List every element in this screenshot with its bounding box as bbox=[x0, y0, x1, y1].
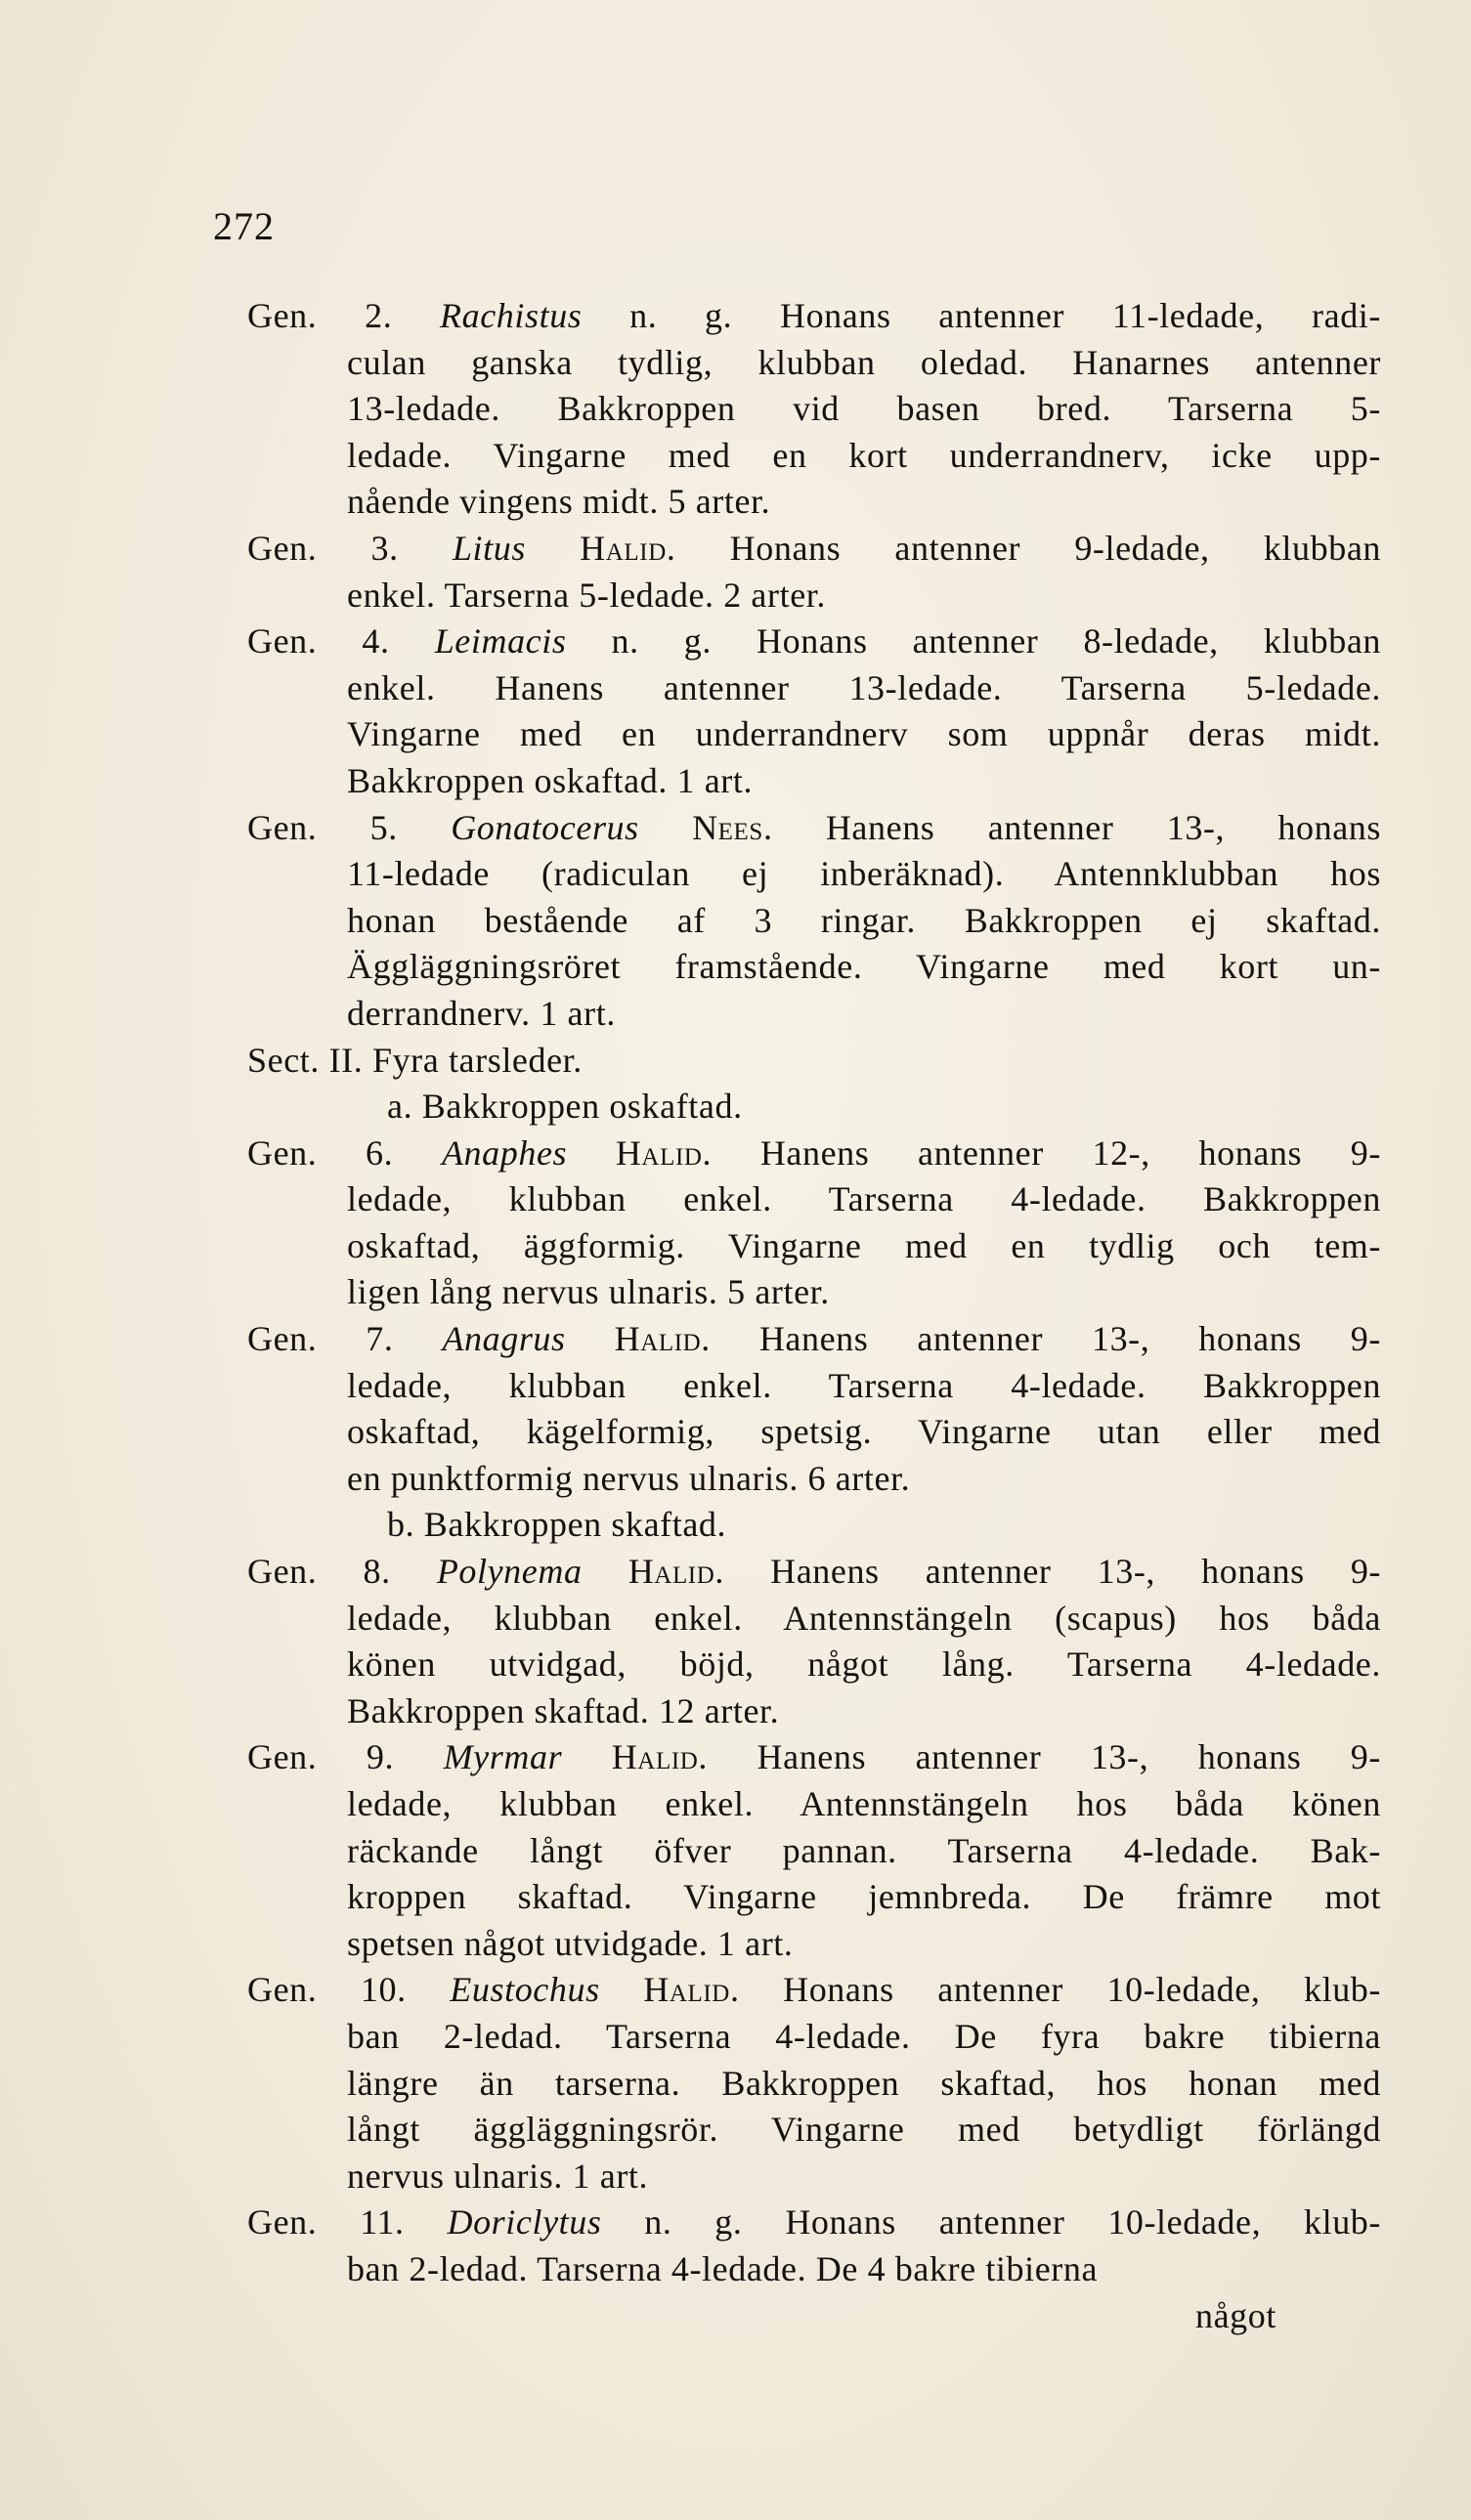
text-run: Sect. II. Fyra tarsleder. bbox=[247, 1040, 583, 1080]
text-run: n. g. Honans antenner 10-ledade, klub- bbox=[601, 2202, 1381, 2242]
text-run: Äggläggningsröret framstående. Vingarne med kort un- bbox=[347, 947, 1381, 987]
taxon-name: Gonatocerus bbox=[451, 807, 639, 847]
text-run: ledade, klubban enkel. Tarserna 4-ledade. Bakkroppen bbox=[347, 1365, 1381, 1405]
text-run: ligen lång nervus ulnaris. 5 arter. bbox=[347, 1272, 830, 1312]
taxon-name: Doriclytus bbox=[447, 2202, 602, 2242]
text-line bbox=[247, 479, 1381, 526]
text-run: Gen. 6. bbox=[247, 1132, 442, 1173]
text-line bbox=[247, 2200, 1381, 2246]
text-run: ledade, klubban enkel. Tarserna 4-ledade. Bakkroppen bbox=[347, 1179, 1381, 1219]
author-name: Halid bbox=[580, 528, 667, 568]
text-line bbox=[247, 1549, 1381, 1596]
text-line bbox=[247, 991, 1381, 1038]
text-line bbox=[247, 1642, 1381, 1688]
text-run: ledade. Vingarne med en kort underrandnerv, icke upp- bbox=[347, 435, 1381, 475]
text-run: Gen. 2. bbox=[247, 296, 441, 335]
text-line bbox=[247, 2154, 1381, 2200]
text-run bbox=[600, 1970, 644, 2009]
text-run: Bakkroppen oskaftad. 1 art. bbox=[347, 760, 754, 800]
text-run: ledade, klubban enkel. Antennstängeln (scapus) hos båda bbox=[347, 1598, 1381, 1638]
text-run: räckande långt öfver pannan. Tarserna 4-ledade. Bak- bbox=[347, 1830, 1381, 1870]
text-line bbox=[247, 944, 1381, 991]
text-line bbox=[247, 1734, 1381, 1781]
author-name: Halid bbox=[611, 1737, 699, 1777]
text-run: . Hanens antenner 13-, honans 9- bbox=[698, 1737, 1381, 1777]
text-run bbox=[566, 1319, 615, 1358]
text-line bbox=[247, 1038, 1381, 1085]
text-run: Gen. 11. bbox=[247, 2202, 448, 2242]
text-line bbox=[247, 1874, 1381, 1921]
text-run: Gen. 4. bbox=[247, 621, 435, 662]
text-run: Bakkroppen skaftad. 12 arter. bbox=[347, 1690, 780, 1730]
text-run: kroppen skaftad. Vingarne jemnbreda. De främre mot bbox=[347, 1877, 1381, 1917]
text-line bbox=[247, 340, 1381, 387]
text-run: 13-ledade. Bakkroppen vid basen bred. Tarserna 5- bbox=[347, 389, 1381, 429]
text-run: n. g. Honans antenner 11-ledade, radi- bbox=[582, 296, 1381, 335]
body-text bbox=[247, 293, 1381, 2339]
text-line bbox=[247, 1828, 1381, 1875]
taxon-name: Eustochus bbox=[450, 1970, 600, 2010]
text-run: Gen. 5. bbox=[247, 807, 452, 847]
taxon-name: Leimacis bbox=[434, 621, 567, 662]
text-line bbox=[247, 898, 1381, 945]
text-line bbox=[247, 1781, 1381, 1828]
text-run: nående vingens midt. 5 arter. bbox=[347, 482, 771, 522]
text-line bbox=[247, 293, 1381, 340]
text-run bbox=[562, 1737, 612, 1776]
text-line bbox=[247, 1502, 1381, 1549]
text-run: honan bestående af 3 ringar. Bakkroppen ej skaftad. bbox=[347, 900, 1381, 940]
text-run: derrandnerv. 1 art. bbox=[347, 993, 616, 1033]
text-run: . Honans antenner 9-ledade, klubban bbox=[666, 528, 1381, 568]
text-line bbox=[247, 2061, 1381, 2108]
text-run: b. Bakkroppen skaftad. bbox=[387, 1505, 727, 1545]
text-line bbox=[247, 2293, 1381, 2340]
text-run: könen utvidgad, böjd, något lång. Tarserna 4-ledade. bbox=[347, 1644, 1381, 1685]
text-line bbox=[247, 386, 1381, 433]
text-run: nervus ulnaris. 1 art. bbox=[347, 2156, 649, 2196]
text-run: Vingarne med en underrandnerv som uppnår deras midt. bbox=[347, 714, 1381, 754]
text-run: ban 2-ledad. Tarserna 4-ledade. De fyra bakre tibierna bbox=[347, 2016, 1381, 2056]
text-line bbox=[247, 851, 1381, 898]
text-run bbox=[567, 1133, 616, 1173]
text-line bbox=[247, 1967, 1381, 2014]
text-run: oskaftad, äggformig. Vingarne med en tydlig och tem- bbox=[347, 1225, 1381, 1265]
text-run: något bbox=[1195, 2295, 1276, 2335]
author-name: Halid bbox=[614, 1319, 702, 1359]
taxon-name: Anagrus bbox=[442, 1319, 566, 1359]
text-run bbox=[583, 1552, 628, 1591]
text-line bbox=[247, 2107, 1381, 2154]
text-run: ban 2-ledad. Tarserna 4-ledade. De 4 bakre tibierna bbox=[347, 2248, 1099, 2288]
text-run bbox=[526, 529, 580, 568]
text-run: Gen. 3. bbox=[247, 528, 453, 568]
text-run: Gen. 8. bbox=[247, 1552, 437, 1592]
text-line bbox=[247, 1921, 1381, 1968]
text-line bbox=[247, 526, 1381, 573]
text-run: culan ganska tydlig, klubban oledad. Hanarnes antenner bbox=[347, 342, 1381, 382]
text-line bbox=[247, 1596, 1381, 1643]
text-line bbox=[247, 2014, 1381, 2061]
text-run: en punktformig nervus ulnaris. 6 arter. bbox=[347, 1458, 911, 1498]
taxon-name: Anaphes bbox=[441, 1132, 568, 1173]
text-run: . Hanens antenner 12-, honans 9- bbox=[702, 1132, 1381, 1173]
text-run: enkel. Tarserna 5-ledade. 2 arter. bbox=[347, 575, 826, 615]
page-number: 272 bbox=[213, 204, 275, 248]
text-run: a. Bakkroppen oskaftad. bbox=[387, 1087, 743, 1127]
text-run: . Hanens antenner 13-, honans bbox=[762, 807, 1381, 847]
text-line bbox=[247, 2246, 1381, 2293]
text-run: oskaftad, kägelformig, spetsig. Vingarne utan eller med bbox=[347, 1412, 1381, 1452]
text-run: . Honans antenner 10-ledade, klub- bbox=[729, 1970, 1381, 2010]
text-run: längre än tarserna. Bakkroppen skaftad, hos honan med bbox=[347, 2063, 1381, 2103]
text-line bbox=[247, 1084, 1381, 1131]
text-line bbox=[247, 1223, 1381, 1270]
text-line bbox=[247, 573, 1381, 619]
text-line bbox=[247, 711, 1381, 758]
taxon-name: Rachistus bbox=[440, 296, 583, 335]
text-line bbox=[247, 1131, 1381, 1177]
taxon-name: Litus bbox=[452, 528, 526, 568]
author-name: Halid bbox=[627, 1552, 715, 1592]
text-run: Gen. 10. bbox=[247, 1970, 451, 2010]
text-line bbox=[247, 1456, 1381, 1503]
text-line bbox=[247, 619, 1381, 665]
text-line bbox=[247, 433, 1381, 480]
text-line bbox=[247, 665, 1381, 712]
text-run: . Hanens antenner 13-, honans 9- bbox=[701, 1319, 1381, 1359]
text-run: Gen. 9. bbox=[247, 1737, 444, 1777]
taxon-name: Polynema bbox=[436, 1552, 583, 1592]
text-run: ledade, klubban enkel. Antennstängeln hos båda könen bbox=[347, 1784, 1381, 1823]
text-run: spetsen något utvidgade. 1 art. bbox=[347, 1923, 794, 1963]
text-line bbox=[247, 805, 1381, 852]
text-run: 11-ledade (radiculan ej inberäknad). Antennklubban hos bbox=[347, 854, 1381, 894]
author-name: Halid bbox=[615, 1132, 703, 1173]
author-name: Nees bbox=[692, 807, 763, 847]
text-line bbox=[247, 1316, 1381, 1363]
taxon-name: Myrmar bbox=[443, 1737, 563, 1777]
author-name: Halid bbox=[643, 1970, 730, 2010]
text-run: enkel. Hanens antenner 13-ledade. Tarserna 5-ledade. bbox=[347, 667, 1381, 707]
text-run: . Hanens antenner 13-, honans 9- bbox=[714, 1552, 1382, 1592]
text-run: långt äggläggningsrör. Vingarne med betydligt förlängd bbox=[347, 2110, 1381, 2150]
text-line bbox=[247, 758, 1381, 805]
text-line bbox=[247, 1176, 1381, 1223]
text-line bbox=[247, 1688, 1381, 1735]
text-line bbox=[247, 1269, 1381, 1316]
text-run: Gen. 7. bbox=[247, 1319, 443, 1359]
text-run: n. g. Honans antenner 8-ledade, klubban bbox=[566, 621, 1381, 662]
text-line bbox=[247, 1363, 1381, 1410]
text-run bbox=[639, 808, 692, 847]
text-line bbox=[247, 1409, 1381, 1456]
